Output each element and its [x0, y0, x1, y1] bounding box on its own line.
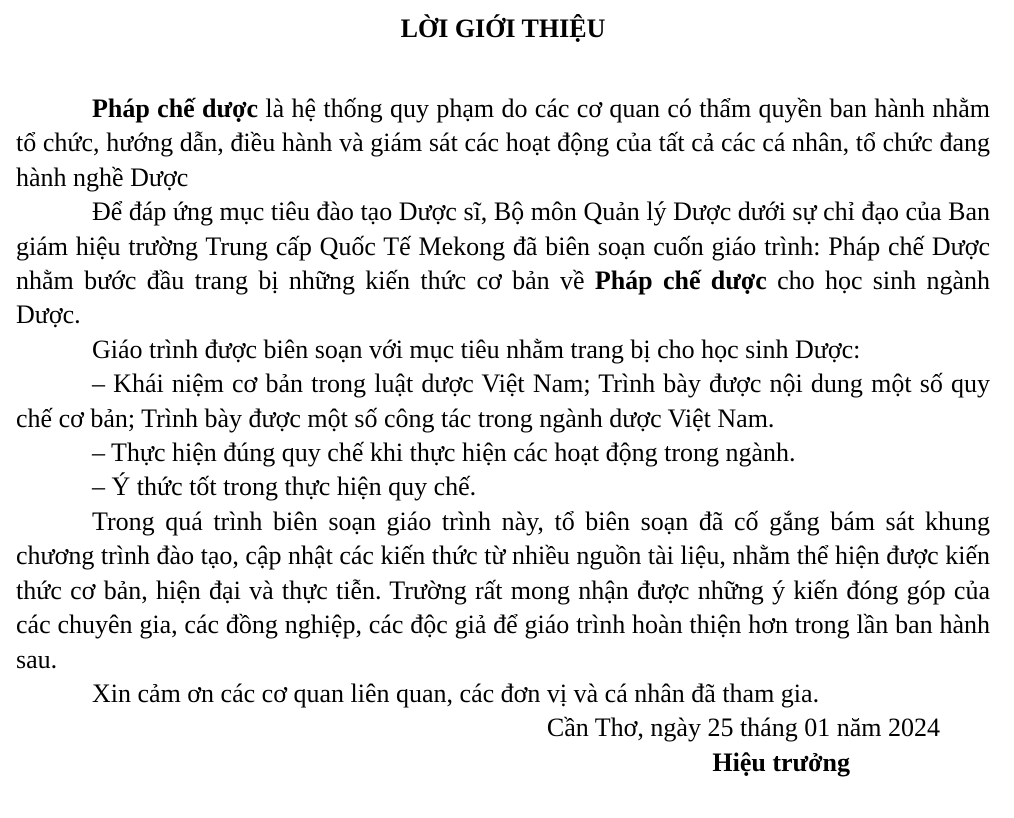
term-bold: Pháp chế dược — [594, 266, 767, 296]
paragraph-text: là hệ thống quy phạm do các cơ quan có thẩm quyền ban hành nhằm tổ chức, hướng dẫn, điều hành và giám sát các hoạt động của tất cả các cá nhân, tổ chức đang hành nghề Dược — [16, 94, 990, 192]
signature-title: Hiệu trưởng — [712, 747, 850, 777]
signature-date: Cần Thơ, ngày 25 tháng 01 năm 2024 — [546, 713, 940, 743]
paragraph-purpose — [16, 195, 990, 333]
paragraph-thanks: Xin cảm ơn các cơ quan liên quan, các đơn vị và cá nhân đã tham gia. — [92, 678, 820, 708]
paragraph-text: Để đáp ứng mục tiêu đào tạo Dược sĩ, Bộ môn Quản lý Dược dưới sự chỉ đạo của Ban giám hiệu trường Trung cấp Quốc Tế Mekong đã biên soạn cuốn giáo trình: Pháp chế Dược nhằm bước đầu trang bị những kiến thức cơ bản về — [16, 197, 990, 296]
bullet-item: – Thực hiện đúng quy chế khi thực hiện các hoạt động trong ngành. — [92, 438, 796, 468]
bullet-item: – Ý thức tốt trong thực hiện quy chế. — [92, 472, 477, 502]
paragraph-objectives-intro: Giáo trình được biên soạn với mục tiêu nhằm trang bị cho học sinh Dược: — [92, 334, 861, 364]
term-bold: Pháp chế dược — [92, 94, 259, 123]
document-body — [16, 92, 990, 780]
paragraph-tail: cho học sinh ngành Dược. — [16, 266, 990, 330]
page-title: LỜI GIỚI THIỆU — [400, 14, 606, 43]
paragraph-process: Trong quá trình biên soạn giáo trình này, tổ biên soạn đã cố gắng bám sát khung chương trình đào tạo, cập nhật các kiến thức từ nhiều nguồn tài liệu, nhằm thể hiện được kiến thức cơ bản, hiện đại và thực tiễn. Trường rất mong nhận được những ý kiến đóng góp của các chuyên gia, các đồng nghiệp, các độc giả để giáo trình hoàn thiện hơn trong lần ban hành sau. — [16, 506, 990, 674]
paragraph-definition — [16, 92, 990, 195]
bullet-item: – Khái niệm cơ bản trong luật dược Việt Nam; Trình bày được nội dung một số quy chế cơ bản; Trình bày được một số công tác trong ngành dược Việt Nam. — [16, 369, 990, 433]
